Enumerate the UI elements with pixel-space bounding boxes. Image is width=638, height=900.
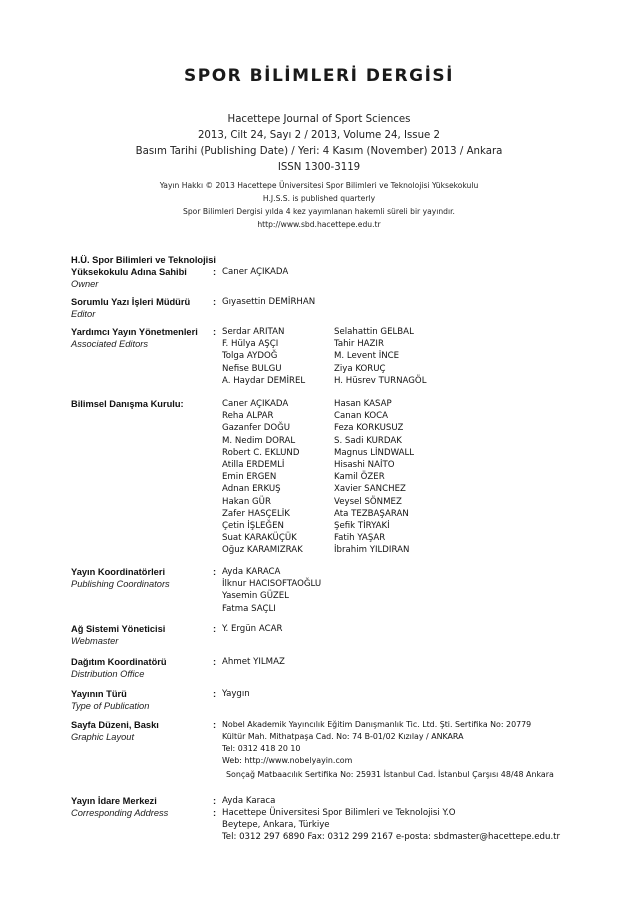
associated-editors-col2 bbox=[334, 326, 427, 387]
publication-type-label: Yayının Türü bbox=[71, 689, 127, 699]
list-item: Xavier SANCHEZ bbox=[334, 484, 406, 495]
editor-sublabel: Editor bbox=[71, 309, 96, 319]
owner-colon: : bbox=[213, 267, 217, 277]
editor-value: Gıyasettin DEMİRHAN bbox=[222, 297, 316, 307]
corresponding-sublabel: Corresponding Address bbox=[71, 808, 169, 818]
list-item: Gazanfer DOĞU bbox=[222, 423, 291, 434]
list-item: Hisashi NAİTO bbox=[334, 460, 395, 471]
advisory-board-label: Bilimsel Danışma Kurulu: bbox=[71, 399, 184, 409]
list-item: Şefik TİRYAKİ bbox=[334, 521, 390, 532]
owner-label-line1: H.Ü. Spor Bilimleri ve Teknolojisi bbox=[71, 255, 216, 265]
graphic-layout-sublabel: Graphic Layout bbox=[71, 732, 135, 742]
list-item: Serdar ARITAN bbox=[222, 327, 285, 337]
list-item: Veysel SÖNMEZ bbox=[334, 496, 402, 507]
list-item: Atilla ERDEMLİ bbox=[222, 460, 285, 471]
list-item: A. Haydar DEMİREL bbox=[222, 375, 306, 386]
list-item: Robert C. EKLUND bbox=[222, 447, 300, 458]
graphic-layout-label: Sayfa Düzeni, Baskı bbox=[71, 720, 159, 730]
owner-value: Caner AÇIKADA bbox=[222, 267, 289, 277]
list-item: Canan KOCA bbox=[334, 411, 388, 422]
editor-label: Sorumlu Yazı İşleri Müdürü bbox=[71, 297, 191, 307]
layout-line-2: Kültür Mah. Mithatpaşa Cad. No: 74 B-01/02 Kızılay / ANKARA bbox=[222, 732, 464, 741]
list-item: Reha ALPAR bbox=[222, 411, 274, 422]
associated-editors-sublabel: Associated Editors bbox=[71, 339, 148, 349]
corresponding-line-2: Hacettepe Üniversitesi Spor Bilimleri ve Teknolojisi Y.O bbox=[222, 808, 456, 818]
owner-label-line2: Yüksekokulu Adına Sahibi bbox=[71, 267, 187, 277]
list-item: Magnus LİNDWALL bbox=[334, 447, 415, 458]
layout-line-5: Sonçağ Matbaacılık Sertifika No: 25931 İstanbul Cad. İstanbul Çarşısı 48/48 Ankara bbox=[226, 770, 554, 779]
list-item: Ziya KORUÇ bbox=[334, 363, 386, 374]
list-item: Feza KORKUSUZ bbox=[334, 423, 404, 434]
copyright-line: Yayın Hakkı © 2013 Hacettepe Üniversitesi Spor Bilimleri ve Teknolojisi Yüksekokulu bbox=[159, 181, 479, 190]
volume-info: 2013, Cilt 24, Sayı 2 / 2013, Volume 24, Issue 2 bbox=[197, 130, 441, 141]
coordinators-list bbox=[222, 566, 321, 615]
list-item: Oğuz KARAMIZRAK bbox=[222, 545, 303, 556]
layout-line-3: Tel: 0312 418 20 10 bbox=[222, 744, 301, 753]
list-item: Nefise BULGU bbox=[222, 363, 282, 374]
list-item: Ata TEZBAŞARAN bbox=[334, 508, 409, 519]
list-item: Tolga AYDOĞ bbox=[222, 351, 278, 362]
list-item: Emin ERGEN bbox=[222, 472, 277, 483]
distribution-value: Ahmet YILMAZ bbox=[222, 657, 285, 667]
webmaster-colon: : bbox=[213, 624, 217, 634]
publishing-date: Basım Tarihi (Publishing Date) / Yeri: 4 Kasım (November) 2013 / Ankara bbox=[135, 146, 503, 157]
list-item: Selahattin GELBAL bbox=[334, 327, 414, 337]
webmaster-label: Ağ Sistemi Yöneticisi bbox=[71, 624, 166, 634]
list-item: Zafer HASÇELİK bbox=[222, 508, 290, 519]
owner-sublabel: Owner bbox=[71, 279, 99, 289]
coordinators-colon: : bbox=[213, 567, 217, 577]
quarterly-note: H.J.S.S. is published quarterly bbox=[262, 194, 376, 203]
frequency-note: Spor Bilimleri Dergisi yılda 4 kez yayımlanan hakemli süreli bir yayındır. bbox=[183, 207, 455, 216]
corresponding-line-3: Beytepe, Ankara, Türkiye bbox=[222, 820, 330, 830]
graphic-layout-colon: : bbox=[213, 720, 217, 730]
list-item: F. Hülya AŞÇI bbox=[222, 339, 279, 350]
corresponding-line-1: Ayda Karaca bbox=[222, 796, 276, 806]
list-item: M. Nedim DORAL bbox=[222, 435, 296, 446]
list-item: Yasemin GÜZEL bbox=[222, 591, 289, 602]
list-item: Kamil ÖZER bbox=[334, 472, 385, 483]
list-item: Tahir HAZIR bbox=[334, 339, 384, 350]
list-item: Caner AÇIKADA bbox=[222, 399, 289, 409]
journal-url[interactable]: http://www.sbd.hacettepe.edu.tr bbox=[257, 220, 381, 229]
list-item: İlknur HACISOFTAOĞLU bbox=[222, 579, 322, 590]
list-item: S. Sadi KURDAK bbox=[334, 435, 402, 446]
list-item: Fatma SAÇLI bbox=[222, 603, 276, 614]
publication-type-value: Yaygın bbox=[222, 689, 250, 699]
corresponding-line-4[interactable]: Tel: 0312 297 6890 Fax: 0312 299 2167 e-posta: sbdmaster@hacettepe.edu.tr bbox=[222, 832, 561, 842]
list-item: Hakan GÜR bbox=[222, 496, 271, 507]
editor-colon: : bbox=[213, 297, 217, 307]
list-item: İbrahim YILDIRAN bbox=[334, 545, 410, 556]
issn: ISSN 1300-3119 bbox=[277, 162, 361, 173]
publication-type-sublabel: Type of Publication bbox=[71, 701, 150, 711]
journal-english-name: Hacettepe Journal of Sport Sciences bbox=[227, 114, 411, 125]
associated-editors-colon: : bbox=[213, 327, 217, 337]
layout-line-1: Nobel Akademik Yayıncılık Eğitim Danışmanlık Tic. Ltd. Şti. Sertifika No: 20779 bbox=[222, 720, 532, 729]
list-item: Fatih YAŞAR bbox=[334, 533, 386, 544]
list-item: Suat KARAKÜÇÜK bbox=[222, 533, 297, 544]
layout-line-4[interactable]: Web: http://www.nobelyayin.com bbox=[222, 756, 353, 765]
distribution-sublabel: Distribution Office bbox=[71, 669, 145, 679]
coordinators-sublabel: Publishing Coordinators bbox=[71, 579, 170, 589]
list-item: Hasan KASAP bbox=[334, 399, 392, 409]
associated-editors-label: Yardımcı Yayın Yönetmenleri bbox=[71, 327, 198, 337]
corresponding-label: Yayın İdare Merkezi bbox=[71, 796, 157, 806]
list-item: Ayda KARACA bbox=[222, 567, 281, 577]
advisory-board-col2 bbox=[334, 398, 414, 557]
advisory-board-col1 bbox=[222, 398, 303, 557]
publication-type-colon: : bbox=[213, 689, 217, 699]
list-item: Çetin İŞLEĞEN bbox=[222, 521, 284, 532]
corresponding-colon: : bbox=[213, 796, 217, 806]
journal-title: SPOR BİLİMLERİ DERGİSİ bbox=[184, 66, 454, 86]
list-item: M. Levent İNCE bbox=[334, 351, 400, 362]
distribution-label: Dağıtım Koordinatörü bbox=[71, 657, 167, 667]
associated-editors-col1 bbox=[222, 326, 305, 387]
list-item: H. Hüsrev TURNAGÖL bbox=[334, 375, 427, 386]
webmaster-value: Y. Ergün ACAR bbox=[222, 624, 283, 634]
corresponding-colon-2: : bbox=[213, 808, 217, 818]
list-item: Adnan ERKUŞ bbox=[222, 484, 281, 495]
webmaster-sublabel: Webmaster bbox=[71, 636, 119, 646]
distribution-colon: : bbox=[213, 657, 217, 667]
coordinators-label: Yayın Koordinatörleri bbox=[71, 567, 166, 577]
